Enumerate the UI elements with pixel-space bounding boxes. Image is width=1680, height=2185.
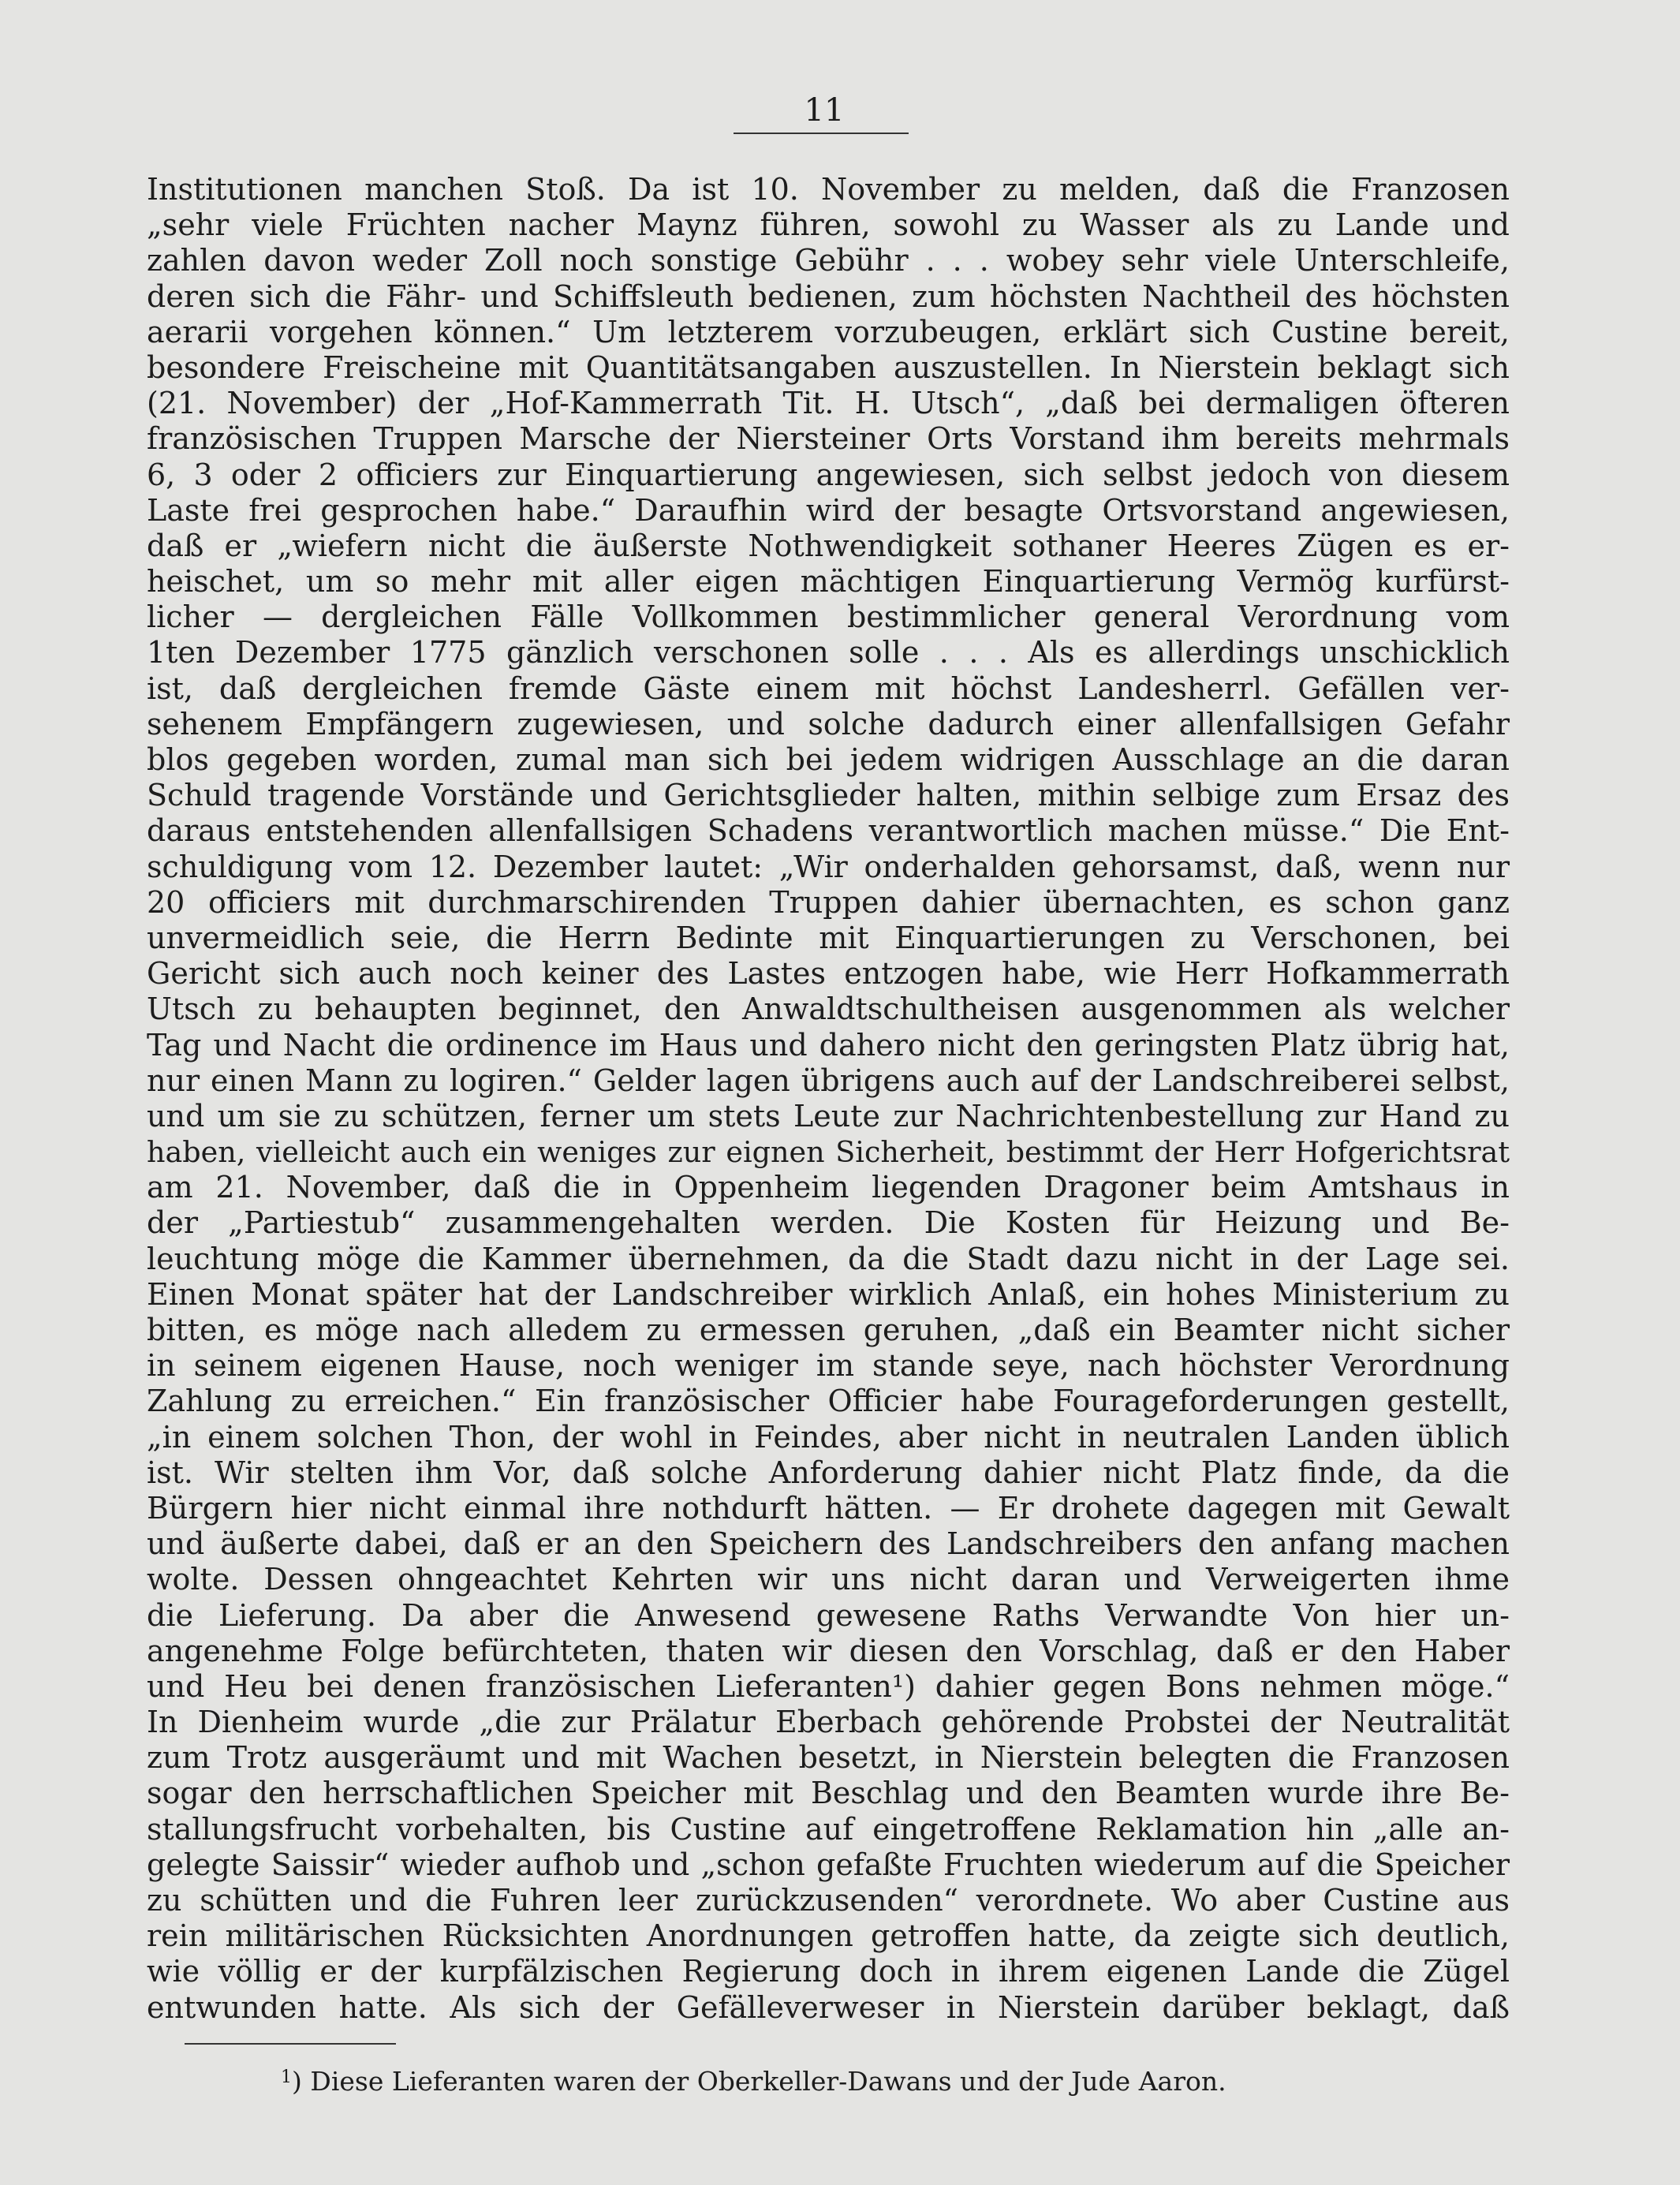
- text-line: und Heu bei denen französischen Lieferanten¹) dahier gegen Bons nehmen möge.“: [147, 1668, 1510, 1704]
- text-line: Schuld tragende Vorstände und Gerichtsglieder halten, mithin selbige zum Ersaz des: [147, 778, 1510, 813]
- text-line: der „Partiestub“ zusammengehalten werden. Die Kosten für Heizung und Be-: [147, 1205, 1510, 1241]
- text-line: sogar den herrschaftlichen Speicher mit Beschlag und den Beamten wurde ihre Be-: [147, 1776, 1510, 1811]
- text-line: In Dienheim wurde „die zur Prälatur Eberbach gehörende Probstei der Neutralität: [147, 1705, 1510, 1740]
- page-number: 11: [804, 92, 845, 129]
- text-line: daraus entstehenden allenfallsigen Schadens verantwortlich machen müsse.“ Die Ent-: [147, 813, 1510, 849]
- text-line: und um sie zu schützen, ferner um stets Leute zur Nachrichtenbestellung zur Hand zu: [147, 1098, 1510, 1134]
- footnote: [281, 2062, 1385, 2097]
- text-line: unvermeidlich seie, die Herrn Bedinte mit Einquartierungen zu Verschonen, bei: [147, 920, 1510, 955]
- text-line: französischen Truppen Marsche der Niersteiner Orts Vorstand ihm bereits mehrmals: [147, 421, 1510, 457]
- text-line: entwunden hatte. Als sich der Gefälleverweser in Nierstein darüber beklagt, daß: [147, 1989, 1510, 2025]
- text-line: zahlen davon weder Zoll noch sonstige Gebühr . . . wobey sehr viele Unterschleife,: [147, 243, 1510, 278]
- text-line: wolte. Dessen ohngeachtet Kehrten wir uns nicht daran und Verweigerten ihme: [147, 1562, 1510, 1597]
- text-line: daß er „wiefern nicht die äußerste Nothwendigkeit sothaner Heeres Zügen es er-: [147, 528, 1510, 563]
- text-line: (21. November) der „Hof-Kammerrath Tit. H. Utsch“, „daß bei dermaligen öfteren: [147, 386, 1510, 421]
- text-line: Tag und Nacht die ordinence im Haus und dahero nicht den geringsten Platz übrig hat,: [147, 1027, 1510, 1063]
- text-line: sehenem Empfängern zugewiesen, und solche dadurch einer allenfallsigen Gefahr: [147, 706, 1510, 741]
- text-line: 6, 3 oder 2 officiers zur Einquartierung angewiesen, sich selbst jedoch von diesem: [147, 457, 1510, 492]
- text-line: Zahlung zu erreichen.“ Ein französischer Officier habe Fourageforderungen gestellt,: [147, 1384, 1510, 1419]
- text-line: Bürgern hier nicht einmal ihre nothdurft hätten. — Er drohete dagegen mit Gewalt: [147, 1490, 1510, 1526]
- text-line: „in einem solchen Thon, der wohl in Feindes, aber nicht in neutralen Landen üblich: [147, 1419, 1510, 1455]
- body-text: [147, 172, 1510, 2026]
- text-line: Utsch zu behaupten beginnet, den Anwaldtschultheisen ausgenommen als welcher: [147, 992, 1510, 1027]
- text-line: wie völlig er der kurpfälzischen Regierung doch in ihrem eigenen Lande die Zügel: [147, 1954, 1510, 1989]
- text-line: Laste frei gesprochen habe.“ Daraufhin wird der besagte Ortsvorstand angewiesen,: [147, 492, 1510, 528]
- footnote-marker: 1: [281, 2067, 292, 2087]
- text-line: rein militärischen Rücksichten Anordnungen getroffen hatte, da zeigte sich deutlich,: [147, 1918, 1510, 1954]
- text-line: zu schütten und die Fuhren leer zurückzusenden“ verordnete. Wo aber Custine aus: [147, 1883, 1510, 1918]
- text-line: blos gegeben worden, zumal man sich bei jedem widrigen Ausschlage an die daran: [147, 742, 1510, 777]
- text-line: bitten, es möge nach alledem zu ermessen geruhen, „daß ein Beamter nicht sicher: [147, 1313, 1510, 1347]
- text-line: „sehr viele Früchten nacher Maynz führen, sowohl zu Wasser als zu Lande und: [147, 207, 1510, 243]
- text-line: 20 officiers mit durchmarschirenden Truppen dahier übernachten, es schon ganz: [147, 884, 1510, 920]
- footnote-text: ) Diese Lieferanten waren der Oberkeller-Dawans und der Jude Aaron.: [292, 2066, 1226, 2097]
- text-line: stallungsfrucht vorbehalten, bis Custine auf eingetroffene Reklamation hin „alle an-: [147, 1811, 1510, 1847]
- header-rule: [734, 133, 909, 134]
- footnote-rule: [185, 2043, 396, 2045]
- text-line: Institutionen manchen Stoß. Da ist 10. November zu melden, daß die Franzosen: [147, 172, 1510, 207]
- text-line: ist. Wir stelten ihm Vor, daß solche Anforderung dahier nicht Platz finde, da die: [147, 1455, 1510, 1490]
- text-line: 1ten Dezember 1775 gänzlich verschonen solle . . . Als es allerdings unschicklich: [147, 635, 1510, 670]
- text-line: zum Trotz ausgeräumt und mit Wachen besetzt, in Nierstein belegten die Franzosen: [147, 1740, 1510, 1776]
- text-line: ist, daß dergleichen fremde Gäste einem mit höchst Landesherrl. Gefällen ver-: [147, 670, 1510, 706]
- text-line: gelegte Saissir“ wieder aufhob und „schon gefaßte Fruchten wiederum auf die Speicher: [147, 1847, 1510, 1882]
- text-line: aerarii vorgehen können.“ Um letzterem vorzubeugen, erklärt sich Custine bereit,: [147, 314, 1510, 349]
- text-line: Einen Monat später hat der Landschreiber wirklich Anlaß, ein hohes Ministerium zu: [147, 1276, 1510, 1312]
- text-line: nur einen Mann zu logiren.“ Gelder lagen übrigens auch auf der Landschreiberei selbst,: [147, 1063, 1510, 1098]
- text-line: in seinem eigenen Hause, noch weniger im stande seye, nach höchster Verordnung: [147, 1348, 1510, 1384]
- text-line: licher — dergleichen Fälle Vollkommen bestimmlicher general Verordnung vom: [147, 599, 1510, 635]
- text-line: Gericht sich auch noch keiner des Lastes entzogen habe, wie Herr Hofkammerrath: [147, 956, 1510, 992]
- text-line: deren sich die Fähr- und Schiffsleuth bedienen, zum höchsten Nachtheil des höchsten: [147, 278, 1510, 314]
- text-line: leuchtung möge die Kammer übernehmen, da die Stadt dazu nicht in der Lage sei.: [147, 1241, 1510, 1276]
- text-line: schuldigung vom 12. Dezember lautet: „Wir onderhalden gehorsamst, daß, wenn nur: [147, 849, 1510, 884]
- text-line: am 21. November, daß die in Oppenheim liegenden Dragoner beim Amtshaus in: [147, 1170, 1510, 1205]
- text-line: angenehme Folge befürchteten, thaten wir diesen den Vorschlag, daß er den Haber: [147, 1633, 1510, 1668]
- text-line: die Lieferung. Da aber die Anwesend gewesene Raths Verwandte Von hier un-: [147, 1597, 1510, 1633]
- text-line: haben, vielleicht auch ein weniges zur eignen Sicherheit, bestimmt der Herr Hofgerichtsrat: [147, 1135, 1510, 1170]
- text-line: besondere Freischeine mit Quantitätsangaben auszustellen. In Nierstein beklagt sich: [147, 349, 1510, 385]
- text-line: und äußerte dabei, daß er an den Speichern des Landschreibers den anfang machen: [147, 1526, 1510, 1562]
- text-line: heischet, um so mehr mit aller eigen mächtigen Einquartierung Vermög kurfürst-: [147, 564, 1510, 599]
